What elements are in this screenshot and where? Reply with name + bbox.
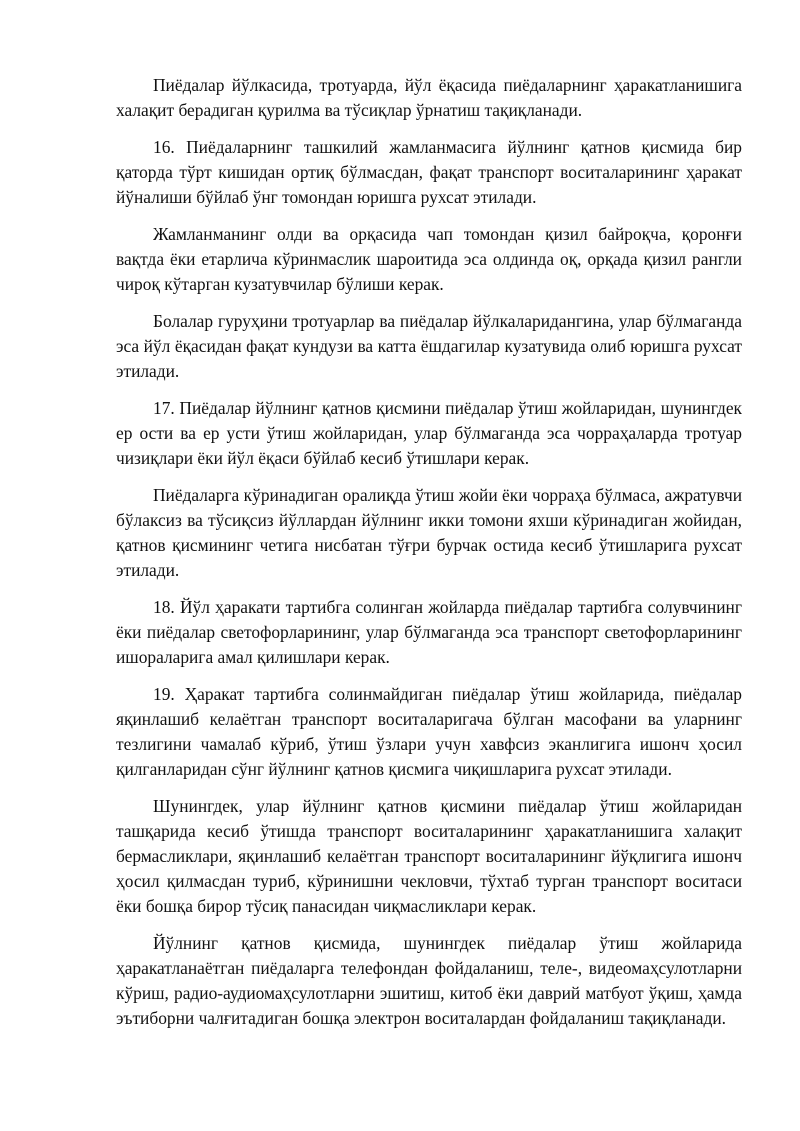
paragraph-group-escorts: Жамланманинг олди ва орқасида чап томондан қизил байроқча, қоронғи вақтда ёки етарлича кўринмаслик шароитида эса олдинда оқ, орқада қизил рангли чироқ кўтарган кузатувчилар бўлиши керак. (116, 224, 742, 294)
paragraph-19-unregulated-crossings: 19. Ҳаракат тартибга солинмайдиган пиёдалар ўтиш жойларида, пиёдалар яқинлашиб келаётган транспорт воситаларигача бўлган масофани ва уларнинг тезлигини чамалаб кўриб, ўтиш ўзлари учун хавфсиз эканлигига ишонч ҳосил қилганларидан сўнг йўлнинг қатнов қисмига чиқишларига рухсат этилади. (116, 684, 742, 779)
paragraph-pedestrian-path-obstacles: Пиёдалар йўлкасида, тротуарда, йўл ёқасида пиёдаларнинг ҳаракатланишига халақит берадиган қурилма ва тўсиқлар ўрнатиш тақиқланади. (116, 75, 742, 120)
paragraph-crossing-without-markings: Пиёдаларга кўринадиган оралиқда ўтиш жойи ёки чорраҳа бўлмаса, ажратувчи бўлаксиз ва тўсиқсиз йўллардан йўлнинг икки томони яхши кўринадиган жойидан, қатнов қисмининг четига нисбатан тўғри бурчак остида кесиб ўтишларига рухсат этилади. (116, 485, 742, 580)
paragraph-17-crossing-places: 17. Пиёдалар йўлнинг қатнов қисмини пиёдалар ўтиш жойларидан, шунингдек ер ости ва ер усти ўтиш жойларидан, улар бўлмаганда эса чорраҳаларда тротуар чизиқлари ёки йўл ёқаси бўйлаб кесиб ўтишлари керак. (116, 398, 742, 468)
paragraph-18-regulated-crossings: 18. Йўл ҳаракати тартибга солинган жойларда пиёдалар тартибга солувчининг ёки пиёдалар светофорларининг, улар бўлмаганда эса транспорт светофорларининг ишораларига амал қилишлари керак. (116, 597, 742, 667)
document-body (116, 73, 742, 1043)
paragraph-children-groups: Болалар гуруҳини тротуарлар ва пиёдалар йўлкаларидангина, улар бўлмаганда эса йўл ёқасидан фақат кундузи ва катта ёшдагилар кузатувида олиб юришга рухсат этилади. (116, 311, 742, 381)
paragraph-crossing-outside-crosswalks: Шунингдек, улар йўлнинг қатнов қисмини пиёдалар ўтиш жойларидан ташқарида кесиб ўтишда транспорт воситаларининг ҳаракатланишига халақит бермасликлари, яқинлашиб келаётган транспорт воситаларининг йўқлигига ишонч ҳосил қилмасдан туриб, кўринишни чекловчи, тўхтаб турган транспорт воситаси ёки бошқа бирор тўсиқ панасидан чиқмасликлари керак. (116, 796, 742, 916)
paragraph-16-organized-groups: 16. Пиёдаларнинг ташкилий жамланмасига йўлнинг қатнов қисмида бир қаторда тўрт кишидан ортиқ бўлмасдан, фақат транспорт воситаларининг ҳаракат йўналиши бўйлаб ўнг томондан юришга рухсат этилади. (116, 137, 742, 207)
paragraph-distraction-prohibition: Йўлнинг қатнов қисмида, шунингдек пиёдалар ўтиш жойларида ҳаракатланаётган пиёдаларга телефондан фойдаланиш, теле-, видеомаҳсулотларни кўриш, радио-аудиомаҳсулотларни эшитиш, китоб ёки даврий матбуот ўқиш, ҳамда эътиборни чалғитадиган бошқа электрон воситалардан фойдаланиш тақиқланади. (116, 933, 742, 1028)
